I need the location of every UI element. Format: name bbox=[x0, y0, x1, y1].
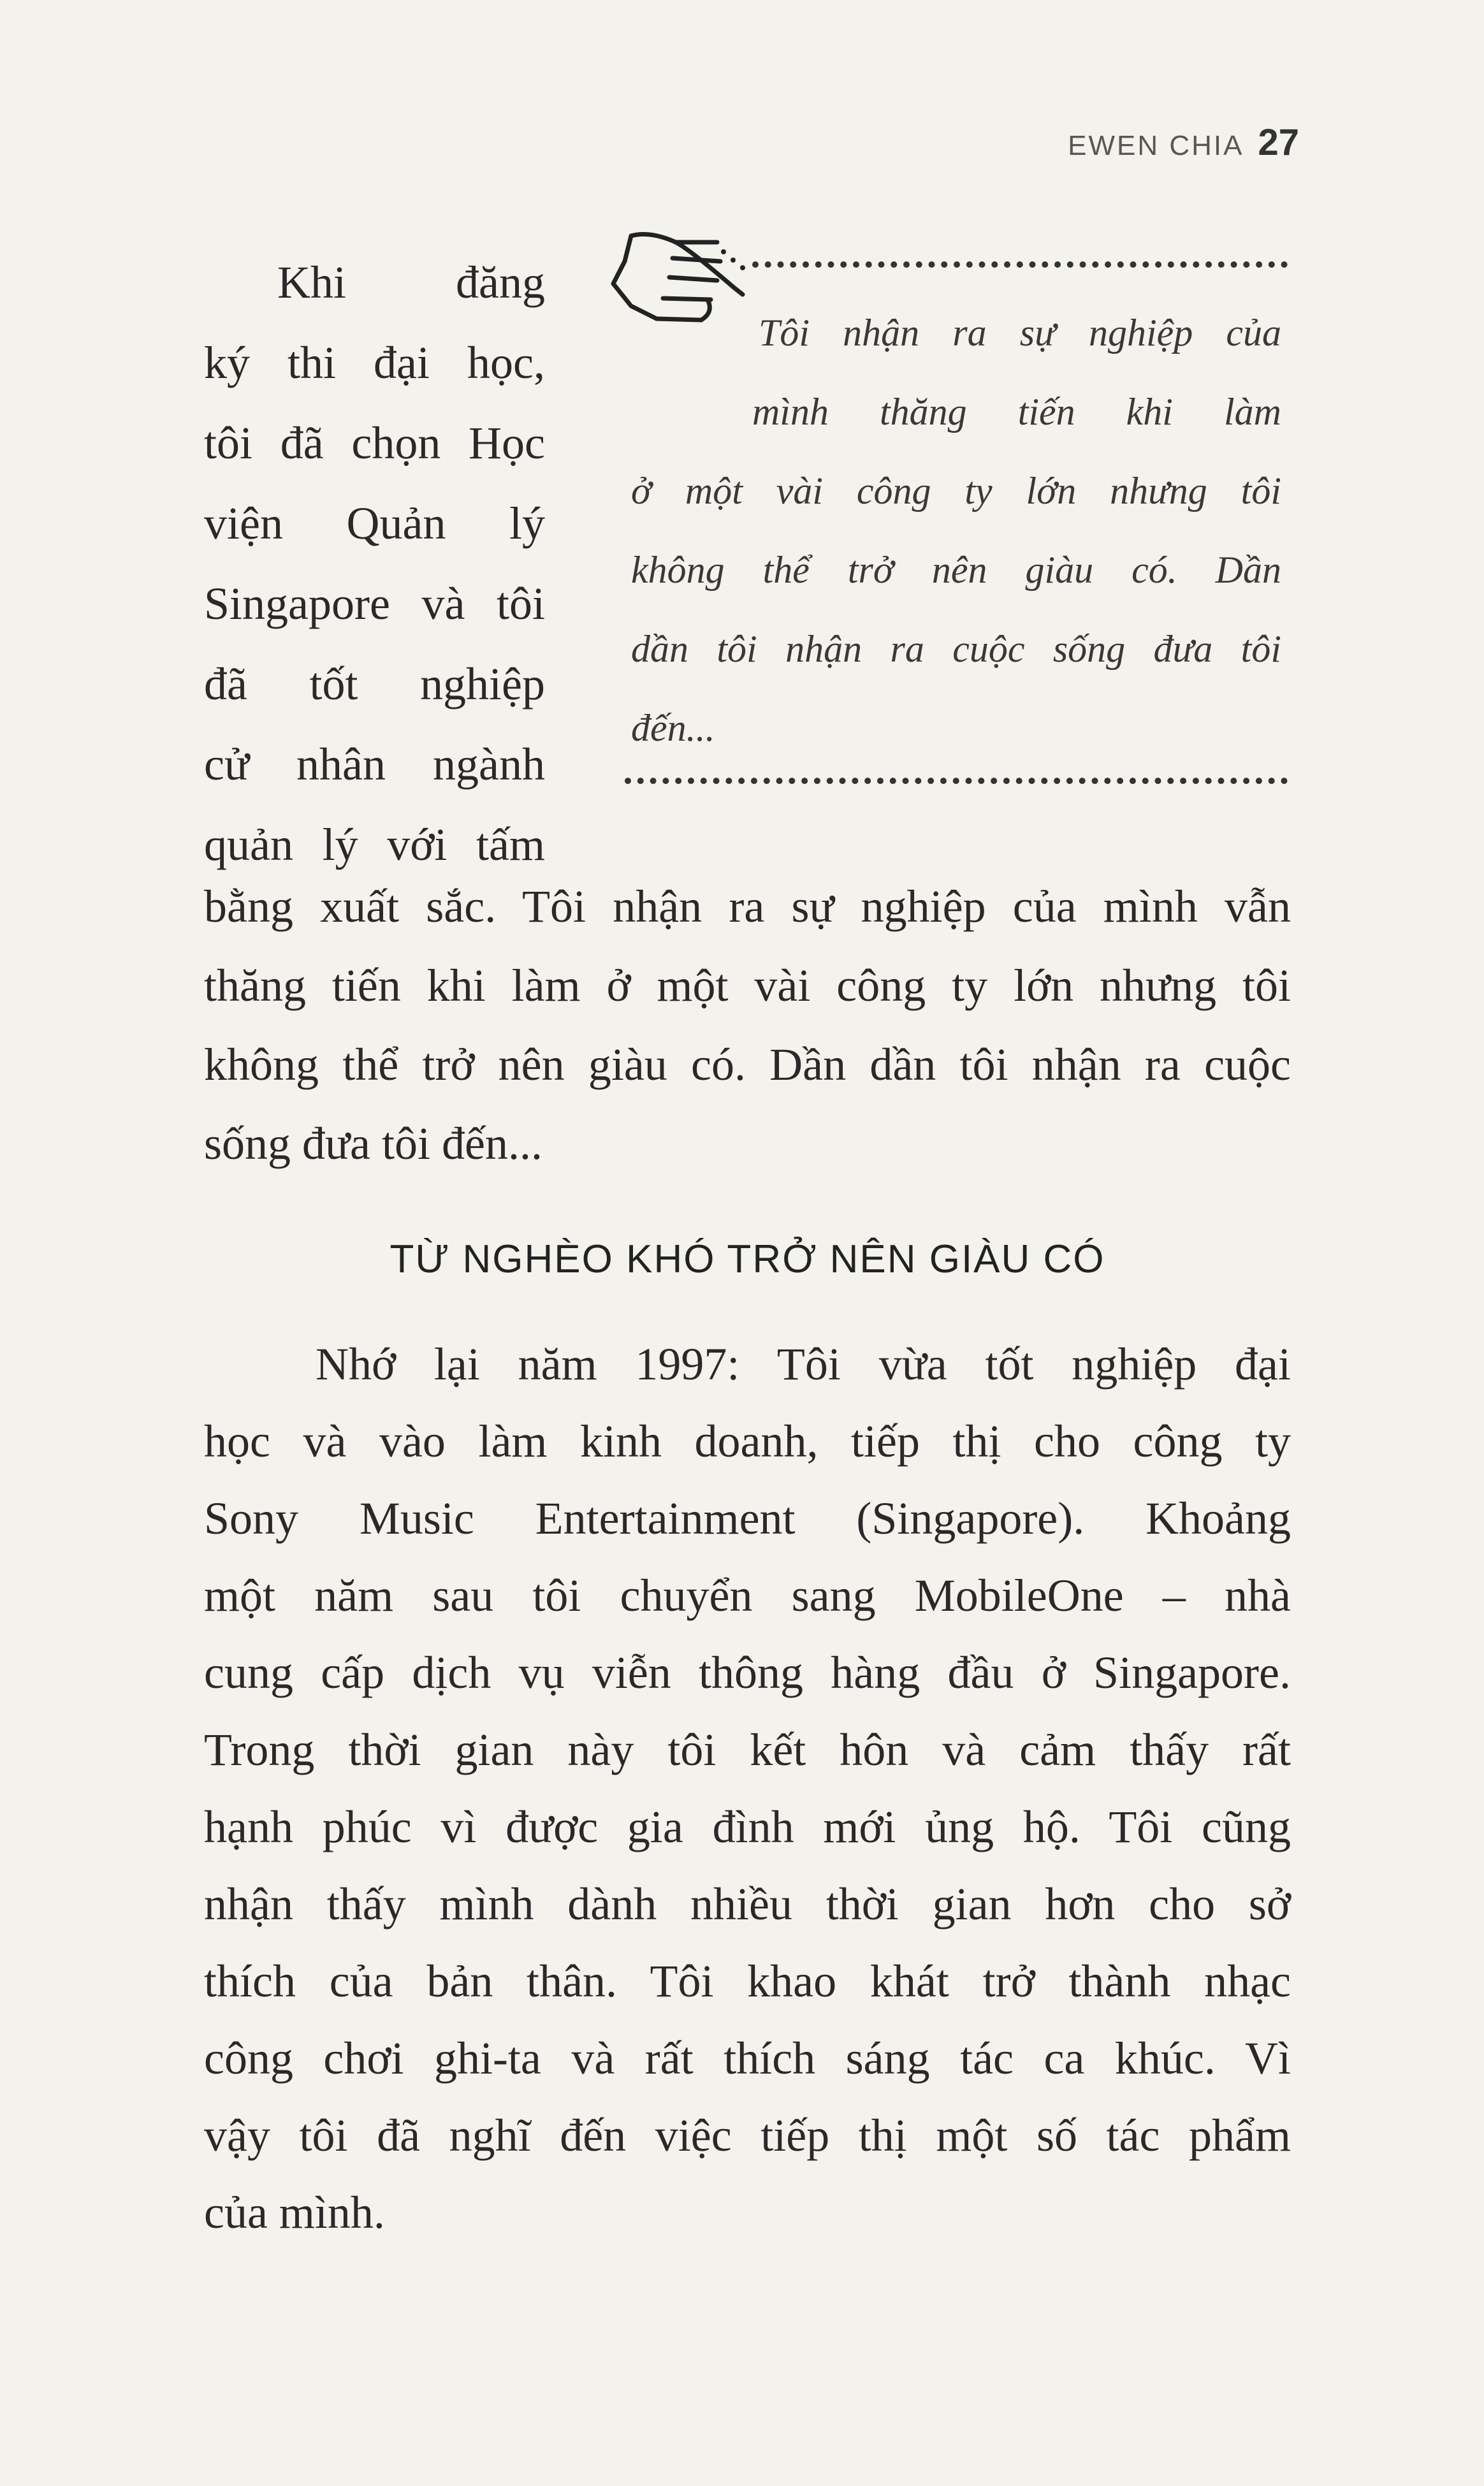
text-line: viện Quản lý bbox=[204, 498, 545, 549]
section-heading: TỪ NGHÈO KHÓ TRỞ NÊN GIÀU CÓ bbox=[389, 1237, 1105, 1281]
text-line: nhận thấy mình dành nhiều thời gian hơn cho sở bbox=[204, 1879, 1291, 1930]
text-line: vậy tôi đã nghĩ đến việc tiếp thị một số tác phẩm bbox=[204, 2110, 1291, 2161]
text-line: Trong thời gian này tôi kết hôn và cảm thấy rất bbox=[204, 1724, 1291, 1775]
text-line: bằng xuất sắc. Tôi nhận ra sự nghiệp của mình vẫn bbox=[204, 881, 1291, 932]
text-line: dần tôi nhận ra cuộc sống đưa tôi bbox=[631, 628, 1281, 670]
page-number: 27 bbox=[1258, 122, 1299, 163]
text-line: Singapore và tôi bbox=[204, 578, 545, 629]
text-line: ở một vài công ty lớn nhưng tôi bbox=[631, 470, 1281, 512]
text-line: Nhớ lại năm 1997: Tôi vừa tốt nghiệp đại bbox=[316, 1339, 1291, 1390]
text-line: học và vào làm kinh doanh, tiếp thị cho công ty bbox=[204, 1416, 1291, 1467]
text-line: Tôi nhận ra sự nghiệp của bbox=[759, 312, 1281, 354]
text-line: thích của bản thân. Tôi khao khát trở thành nhạc bbox=[204, 1956, 1291, 2007]
text-line: mình thăng tiến khi làm bbox=[752, 391, 1281, 433]
text-line: đến... bbox=[631, 707, 715, 749]
running-header-author: EWEN CHIA bbox=[1068, 130, 1244, 161]
text-line: của mình. bbox=[204, 2187, 385, 2238]
intro-paragraph-continuation bbox=[204, 867, 1291, 1183]
text-line: Khi đăng bbox=[277, 257, 545, 308]
text-line: quản lý với tấm bbox=[204, 819, 545, 870]
text-line: tôi đã chọn Học bbox=[204, 418, 545, 469]
text-line: thăng tiến khi làm ở một vài công ty lớn nhưng tôi bbox=[204, 960, 1291, 1011]
text-line: ký thi đại học, bbox=[204, 337, 545, 388]
running-header bbox=[1068, 121, 1299, 164]
text-line: Sony Music Entertainment (Singapore). Khoảng bbox=[204, 1493, 1291, 1544]
dotted-rule-bottom bbox=[625, 778, 1288, 784]
text-line: không thể trở nên giàu có. Dần dần tôi nhận ra cuộc bbox=[204, 1039, 1291, 1090]
text-line: cung cấp dịch vụ viễn thông hàng đầu ở Singapore. bbox=[204, 1647, 1291, 1698]
text-line: sống đưa tôi đến... bbox=[204, 1118, 542, 1169]
pull-quote bbox=[606, 223, 1288, 816]
text-line: đã tốt nghiệp bbox=[204, 658, 545, 709]
main-paragraph bbox=[204, 1326, 1291, 2251]
text-line: một năm sau tôi chuyển sang MobileOne – nhà bbox=[204, 1570, 1291, 1621]
text-line: cử nhân ngành bbox=[204, 739, 545, 790]
pull-quote-text bbox=[631, 293, 1281, 767]
intro-paragraph-left-column bbox=[204, 242, 545, 885]
dotted-rule-top bbox=[752, 261, 1288, 268]
text-line: không thể trở nên giàu có. Dần bbox=[631, 549, 1281, 591]
text-line: công chơi ghi-ta và rất thích sáng tác ca khúc. Vì bbox=[204, 2033, 1291, 2084]
text-line: hạnh phúc vì được gia đình mới ủng hộ. Tôi cũng bbox=[204, 1801, 1291, 1852]
